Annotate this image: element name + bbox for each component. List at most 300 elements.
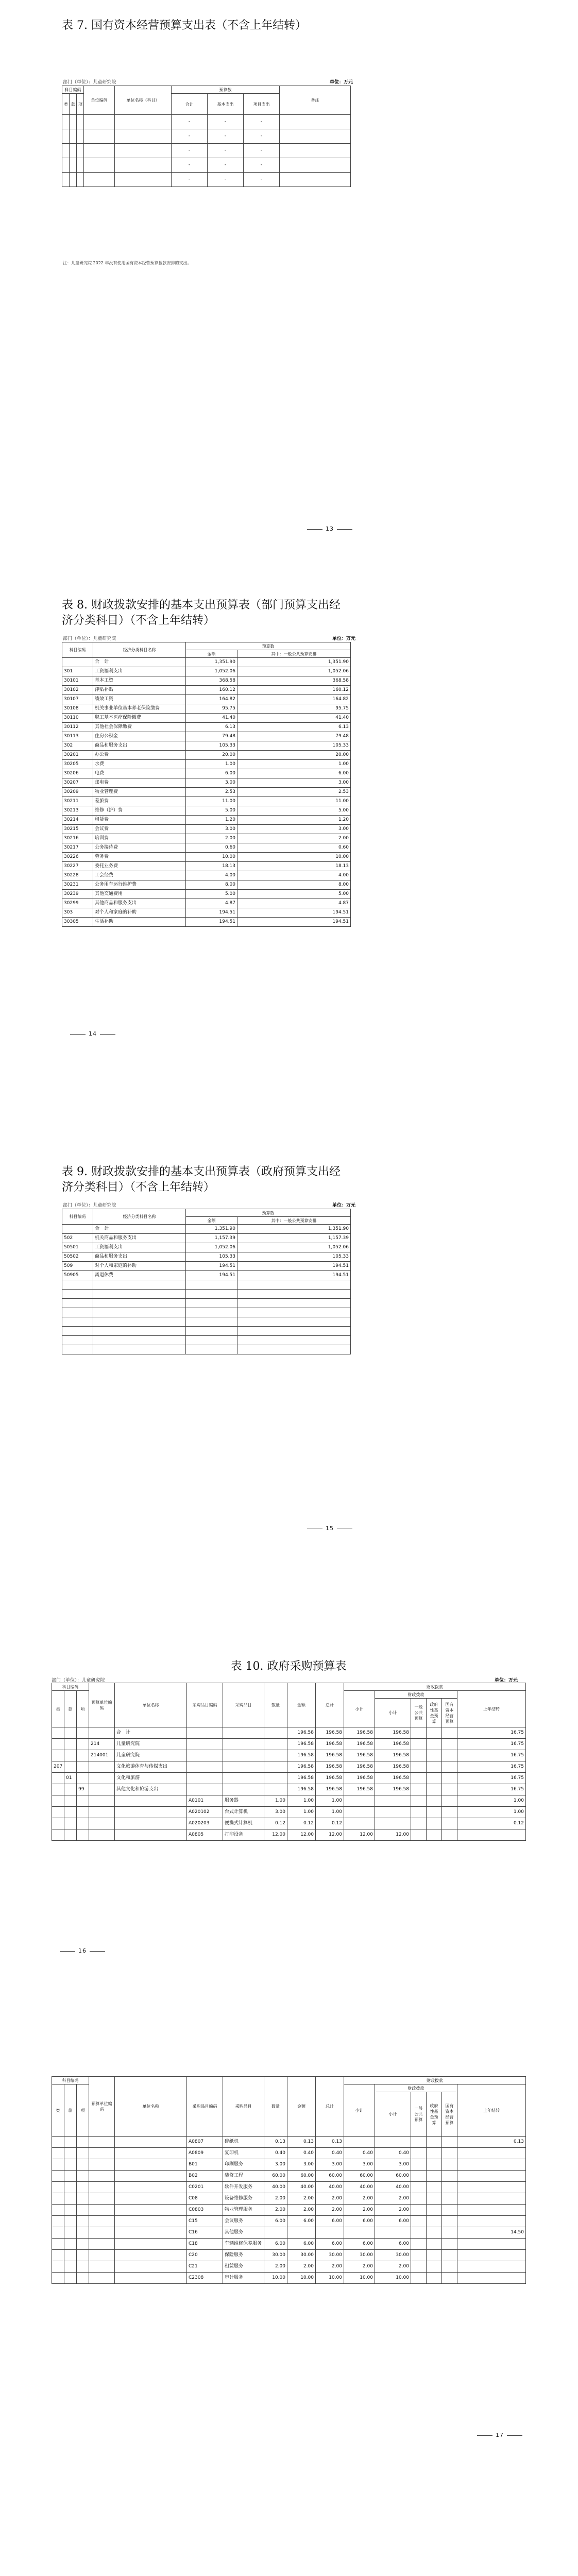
t9-cell: 商品和服务支出	[93, 1252, 186, 1262]
t10b-cell: 40.00	[375, 2182, 411, 2193]
t10b-cell: 软件开发服务	[223, 2182, 264, 2193]
t8-cell: 30215	[62, 825, 93, 834]
t10b-cell	[52, 2171, 64, 2182]
t10-row	[52, 1807, 526, 1818]
t10-h-xiang: 项	[77, 1691, 89, 1727]
table-10-continued	[52, 2076, 526, 2284]
t9-empty-cell	[186, 1299, 237, 1308]
t10b-cell	[64, 2205, 77, 2216]
t10b-cell	[411, 2148, 427, 2159]
t10-cell: 196.58	[344, 1773, 375, 1784]
t10b-cell: 2.00	[375, 2205, 411, 2216]
t9-cell: 50502	[62, 1252, 93, 1262]
t10b-cell	[77, 2250, 89, 2261]
t10b-cell	[89, 2159, 115, 2171]
t10b-cell	[89, 2182, 115, 2193]
t10-cell	[77, 1773, 89, 1784]
t10b-cell: 40.00	[316, 2182, 344, 2193]
t10-cell: 196.58	[287, 1750, 316, 1761]
t10-cell	[411, 1761, 427, 1773]
t10-h-subtotal2: 小计	[375, 1699, 411, 1727]
t10-cell: 其他文化和旅游支出	[115, 1784, 187, 1795]
t9-cell: 502	[62, 1234, 93, 1243]
t10b-cell	[442, 2239, 457, 2250]
t7-h-lei: 类	[62, 94, 70, 115]
t10b-cell: 40.00	[287, 2182, 316, 2193]
t10b-cell: 30.00	[264, 2250, 287, 2261]
table-9-dept: 部门（单位）：儿童研究院	[63, 1203, 116, 1208]
t10b-cell	[427, 2227, 442, 2239]
t10b-cell: 10.00	[287, 2273, 316, 2284]
t10b-cell	[115, 2216, 187, 2227]
t7-cell: -	[244, 115, 280, 129]
t10b-cell	[77, 2171, 89, 2182]
t10-cell: 196.58	[287, 1739, 316, 1750]
t10-cell	[264, 1761, 287, 1773]
t8-cell: 0.60	[237, 843, 351, 853]
t10b-cell	[115, 2227, 187, 2239]
t10b-cell	[287, 2227, 316, 2239]
t8-cell: 194.51	[186, 908, 237, 918]
t10-cell	[64, 1727, 77, 1739]
t10b-cell: 2.00	[375, 2193, 411, 2205]
t8-cell: 1.00	[186, 760, 237, 769]
t9-cell: 194.51	[186, 1271, 237, 1280]
t10b-cell	[115, 2193, 187, 2205]
t10b-cell	[77, 2193, 89, 2205]
t10-row	[52, 1795, 526, 1807]
t8-cell	[62, 658, 93, 667]
t9-empty-row	[62, 1317, 351, 1327]
t10-h-sum: 总计	[316, 1683, 344, 1727]
t8-cell: 基本工资	[93, 676, 186, 686]
t10b-cell	[411, 2205, 427, 2216]
t10-cell: 合 计	[115, 1727, 187, 1739]
t8-cell: 公务用车运行维护费	[93, 880, 186, 890]
t8-cell: 8.00	[237, 880, 351, 890]
t8-cell: 机关事业单位基本养老保险缴费	[93, 704, 186, 714]
t10b-row	[52, 2239, 526, 2250]
t10b-cell: A0807	[187, 2137, 223, 2148]
t7-cell: -	[208, 115, 244, 129]
t10b-cell: 40.00	[264, 2182, 287, 2193]
t8-row	[62, 788, 351, 797]
t10b-cell: C21	[187, 2261, 223, 2273]
t9-empty-cell	[93, 1308, 186, 1317]
t10-cell: 服务器	[223, 1795, 264, 1807]
t10b-row	[52, 2216, 526, 2227]
page-14	[0, 598, 578, 1113]
t10b-h-lei: 类	[52, 2084, 64, 2137]
t10b-h-amount: 金额	[287, 2077, 316, 2137]
t10b-cell	[427, 2261, 442, 2273]
t10b-cell: 2.00	[264, 2261, 287, 2273]
t10-cell: 12.00	[316, 1829, 344, 1841]
t7-cell: -	[208, 158, 244, 173]
t10b-cell	[64, 2193, 77, 2205]
table-7-dept: 部门（单位）：儿童研究院	[63, 80, 116, 85]
t10-cell: 01	[64, 1773, 77, 1784]
t10-cell: 儿童研究院	[115, 1739, 187, 1750]
t10b-cell: 6.00	[264, 2239, 287, 2250]
t9-h-budget: 预算数	[186, 1209, 351, 1217]
t10b-cell	[77, 2261, 89, 2273]
t10-cell: 文化旅游体育与传媒支出	[115, 1761, 187, 1773]
t10-cell: 台式计算机	[223, 1807, 264, 1818]
t10-h-subtotal: 小计	[344, 1691, 375, 1727]
t10-cell: 196.58	[287, 1773, 316, 1784]
table-9-empty-rows	[62, 1280, 351, 1354]
t10-cell	[187, 1750, 223, 1761]
t10-cell	[427, 1818, 442, 1829]
t8-row	[62, 806, 351, 816]
t10-row	[52, 1784, 526, 1795]
t8-cell: 5.00	[237, 890, 351, 899]
t8-cell: 301	[62, 667, 93, 676]
t8-cell: 合 计	[93, 658, 186, 667]
t10-cell: 16.75	[457, 1761, 526, 1773]
t9-cell: 1,351.90	[237, 1225, 351, 1234]
t10b-h-subtotal2: 小计	[375, 2092, 411, 2137]
t8-row	[62, 714, 351, 723]
t10b-cell: 10.00	[344, 2273, 375, 2284]
t10b-cell	[52, 2205, 64, 2216]
t8-cell: 79.48	[186, 732, 237, 741]
t8-cell: 其他商品和服务支出	[93, 899, 186, 908]
t10-cell	[264, 1727, 287, 1739]
t10b-cell	[411, 2193, 427, 2205]
t8-cell: 6.13	[186, 723, 237, 732]
t10-cell	[187, 1784, 223, 1795]
t8-cell: 30299	[62, 899, 93, 908]
t9-empty-row	[62, 1299, 351, 1308]
t10b-cell: 60.00	[264, 2171, 287, 2182]
t10-cell: 1.00	[287, 1807, 316, 1818]
t7-cell: -	[172, 173, 208, 187]
t10b-cell: 2.00	[316, 2261, 344, 2273]
t10-cell	[375, 1795, 411, 1807]
t7-h-code: 科目编码	[62, 86, 84, 94]
t10b-cell	[115, 2205, 187, 2216]
page-18	[0, 2571, 578, 2576]
t10b-row	[52, 2250, 526, 2261]
t10-cell: 12.00	[344, 1829, 375, 1841]
t7-cell: -	[244, 158, 280, 173]
t10-cell	[264, 1784, 287, 1795]
t9-cell: 1,157.39	[186, 1234, 237, 1243]
t10-row	[52, 1773, 526, 1784]
t10b-cell	[52, 2216, 64, 2227]
t8-cell: 2.00	[237, 834, 351, 843]
t8-row	[62, 816, 351, 825]
t10b-cell	[64, 2159, 77, 2171]
t8-cell: 30108	[62, 704, 93, 714]
t8-cell: 303	[62, 908, 93, 918]
t10b-cell: 0.40	[316, 2148, 344, 2159]
t8-cell: 30213	[62, 806, 93, 816]
t10b-h-pname: 采购品目	[223, 2077, 264, 2137]
t8-cell: 培训费	[93, 834, 186, 843]
t10b-h-prev: 上年结转	[457, 2084, 526, 2137]
t9-empty-cell	[62, 1290, 93, 1299]
t10b-cell: 2.00	[316, 2193, 344, 2205]
t9-empty-cell	[93, 1280, 186, 1290]
t10b-cell	[89, 2227, 115, 2239]
t9-empty-cell	[237, 1327, 351, 1336]
t10-cell: 196.58	[344, 1739, 375, 1750]
t10b-cell: 保险服务	[223, 2250, 264, 2261]
t8-row	[62, 778, 351, 788]
t8-cell: 物业管理费	[93, 788, 186, 797]
t8-cell: 6.00	[237, 769, 351, 778]
t10b-cell	[64, 2227, 77, 2239]
t8-row	[62, 658, 351, 667]
t10-cell: A020203	[187, 1818, 223, 1829]
t10b-cell: 40.00	[344, 2182, 375, 2193]
t8-cell: 1,351.90	[186, 658, 237, 667]
t10b-cell: 3.00	[316, 2159, 344, 2171]
t10b-h-capital: 国有资本经营预算	[442, 2092, 457, 2137]
t10-cell	[52, 1818, 64, 1829]
t10b-cell: 60.00	[375, 2171, 411, 2182]
t10-cell	[411, 1818, 427, 1829]
t9-empty-cell	[237, 1345, 351, 1354]
t8-cell: 30216	[62, 834, 93, 843]
t8-cell: 30214	[62, 816, 93, 825]
t10b-cell: 6.00	[375, 2239, 411, 2250]
t8-h-amount: 金额	[186, 650, 237, 658]
t10b-row	[52, 2159, 526, 2171]
t9-empty-cell	[186, 1327, 237, 1336]
t10-cell: A0101	[187, 1795, 223, 1807]
t10b-cell: 租赁服务	[223, 2261, 264, 2273]
t10b-cell	[411, 2182, 427, 2193]
t10-cell: 12.00	[264, 1829, 287, 1841]
t10b-cell	[442, 2273, 457, 2284]
t10-cell	[52, 1795, 64, 1807]
t8-cell: 其他交通费用	[93, 890, 186, 899]
t10b-cell: C0201	[187, 2182, 223, 2193]
t10b-cell	[89, 2205, 115, 2216]
t8-cell: 住房公积金	[93, 732, 186, 741]
t10-h-pcode: 采购品目编码	[187, 1683, 223, 1727]
t8-cell: 30110	[62, 714, 93, 723]
t10-row	[52, 1727, 526, 1739]
t8-cell: 164.82	[237, 695, 351, 704]
t10b-cell: 会议服务	[223, 2216, 264, 2227]
t10b-h-general: 一般公共预算	[411, 2092, 427, 2137]
t9-empty-cell	[186, 1308, 237, 1317]
t9-empty-cell	[186, 1317, 237, 1327]
t10b-cell: 3.00	[344, 2159, 375, 2171]
table-7-note: 注：儿童研究院 2022 年没有使用国有资本经营预算拨款安排的支出。	[63, 261, 192, 265]
t7-cell: -	[208, 129, 244, 144]
t8-cell: 20.00	[186, 751, 237, 760]
t10b-cell: C18	[187, 2239, 223, 2250]
t8-row	[62, 825, 351, 834]
t8-cell: 水费	[93, 760, 186, 769]
t8-cell: 差旅费	[93, 797, 186, 806]
t8-cell: 4.87	[186, 899, 237, 908]
t9-empty-cell	[93, 1327, 186, 1336]
page-number-13: 13	[304, 526, 355, 532]
t10b-cell: 3.00	[287, 2159, 316, 2171]
t8-cell: 公务接待费	[93, 843, 186, 853]
t10-cell	[223, 1750, 264, 1761]
t10b-cell: C0803	[187, 2205, 223, 2216]
t10b-cell: 3.00	[264, 2159, 287, 2171]
t10b-cell	[64, 2261, 77, 2273]
t8-cell: 30226	[62, 853, 93, 862]
t8-cell: 95.75	[186, 704, 237, 714]
t10b-cell: 2.00	[287, 2193, 316, 2205]
t10b-cell: C2308	[187, 2273, 223, 2284]
t10-cell	[52, 1807, 64, 1818]
t9-empty-row	[62, 1280, 351, 1290]
t10-cell	[187, 1773, 223, 1784]
t8-cell: 105.33	[186, 741, 237, 751]
t9-cell: 对个人和家庭的补助	[93, 1262, 186, 1271]
t8-cell: 30228	[62, 871, 93, 880]
t10b-cell: 0.13	[457, 2137, 526, 2148]
t10-cell: 1.00	[316, 1795, 344, 1807]
t8-cell: 1.00	[237, 760, 351, 769]
t8-cell: 5.00	[237, 806, 351, 816]
t10-cell: 16.75	[457, 1727, 526, 1739]
t8-cell: 4.00	[186, 871, 237, 880]
t9-empty-cell	[62, 1327, 93, 1336]
t10b-cell	[115, 2137, 187, 2148]
t9-empty-cell	[93, 1336, 186, 1345]
t10b-cell: 30.00	[375, 2250, 411, 2261]
t10b-cell: 2.00	[344, 2261, 375, 2273]
t10b-cell	[77, 2148, 89, 2159]
t9-empty-row	[62, 1345, 351, 1354]
t10-h-amount: 金额	[287, 1683, 316, 1727]
t8-cell: 11.00	[237, 797, 351, 806]
t10-cell	[442, 1750, 457, 1761]
t8-cell: 18.13	[237, 862, 351, 871]
t9-row	[62, 1225, 351, 1234]
t10b-cell	[411, 2159, 427, 2171]
t8-row	[62, 732, 351, 741]
t10-cell	[89, 1761, 115, 1773]
t10b-row	[52, 2182, 526, 2193]
t10b-cell	[442, 2261, 457, 2273]
page-13	[0, 0, 578, 532]
t8-cell: 维修（护）费	[93, 806, 186, 816]
t10b-cell	[427, 2193, 442, 2205]
t8-cell: 30113	[62, 732, 93, 741]
t10-cell	[77, 1727, 89, 1739]
t10-cell: 便携式计算机	[223, 1818, 264, 1829]
t10-cell	[427, 1727, 442, 1739]
t10b-cell	[77, 2137, 89, 2148]
t10-cell	[442, 1784, 457, 1795]
t10b-cell	[344, 2227, 375, 2239]
t8-cell: 3.00	[237, 778, 351, 788]
t10b-cell	[77, 2239, 89, 2250]
t10-cell	[442, 1761, 457, 1773]
t10-cell	[427, 1795, 442, 1807]
t8-h-code: 科目编码	[62, 642, 93, 658]
t10-cell	[442, 1807, 457, 1818]
t8-cell: 其他社会保障缴费	[93, 723, 186, 732]
t7-h-total: 合计	[172, 94, 208, 115]
t10b-cell	[411, 2137, 427, 2148]
table-7	[62, 86, 351, 187]
t10b-cell	[52, 2137, 64, 2148]
t10-cell: 196.58	[344, 1727, 375, 1739]
t8-cell: 10.00	[237, 853, 351, 862]
t10-cell	[442, 1773, 457, 1784]
t10b-cell	[52, 2193, 64, 2205]
t10-cell	[115, 1807, 187, 1818]
t8-cell: 8.00	[186, 880, 237, 890]
t10b-cell: 6.00	[344, 2239, 375, 2250]
t7-h-xiang: 项	[77, 94, 84, 115]
t10b-cell	[89, 2261, 115, 2273]
t10-cell	[411, 1750, 427, 1761]
t8-cell: 1,351.90	[237, 658, 351, 667]
t9-empty-cell	[186, 1290, 237, 1299]
t10-cell	[187, 1739, 223, 1750]
t8-row	[62, 890, 351, 899]
t10b-cell: 30.00	[287, 2250, 316, 2261]
t10b-cell: 2.00	[375, 2261, 411, 2273]
t10b-cell	[457, 2261, 526, 2273]
t7-cell: -	[244, 144, 280, 158]
t9-empty-cell	[62, 1280, 93, 1290]
t8-cell: 160.12	[237, 686, 351, 695]
t10b-cell	[375, 2227, 411, 2239]
t10-cell: 3.00	[264, 1807, 287, 1818]
t10-cell	[442, 1727, 457, 1739]
t10-cell: 196.58	[344, 1761, 375, 1773]
t10-h-prev: 上年结转	[457, 1691, 526, 1727]
t8-cell: 194.51	[186, 918, 237, 927]
t10-cell	[223, 1761, 264, 1773]
t10b-h-subtotal: 小计	[344, 2084, 375, 2137]
t9-empty-cell	[186, 1280, 237, 1290]
t10-cell: 196.58	[316, 1761, 344, 1773]
t10b-cell	[316, 2227, 344, 2239]
t10-cell	[442, 1739, 457, 1750]
t10b-cell	[442, 2227, 457, 2239]
t10b-cell: C16	[187, 2227, 223, 2239]
t10b-cell	[89, 2137, 115, 2148]
t9-cell: 离退休费	[93, 1271, 186, 1280]
t8-cell: 对个人和家庭的补助	[93, 908, 186, 918]
t10b-cell: 印刷服务	[223, 2159, 264, 2171]
t10-cell: 0.12	[316, 1818, 344, 1829]
t10-cell	[89, 1818, 115, 1829]
t8-row	[62, 686, 351, 695]
t10b-cell: B01	[187, 2159, 223, 2171]
t10b-cell	[457, 2205, 526, 2216]
t10-h-gov: 政府性基金预算	[427, 1699, 442, 1727]
t10-cell	[115, 1795, 187, 1807]
t9-empty-cell	[62, 1317, 93, 1327]
t10-cell: 196.58	[375, 1784, 411, 1795]
t8-cell: 1,052.06	[186, 667, 237, 676]
t10-cell	[411, 1795, 427, 1807]
t10b-cell	[64, 2171, 77, 2182]
t10-cell: 196.58	[287, 1727, 316, 1739]
t10-cell: 文化和旅游	[115, 1773, 187, 1784]
t10-cell	[89, 1795, 115, 1807]
t8-row	[62, 862, 351, 871]
